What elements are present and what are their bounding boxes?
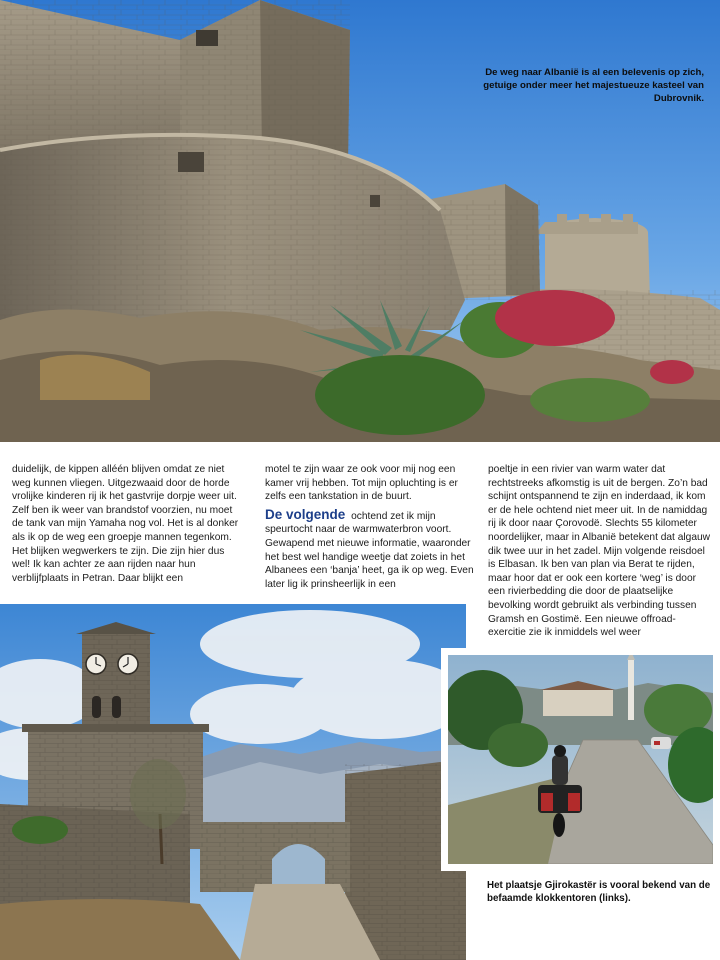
motorbike-illustration xyxy=(448,655,713,864)
motorbike-road-photo xyxy=(441,648,720,871)
clock-tower-illustration xyxy=(0,604,466,960)
text-column-1 xyxy=(12,463,242,585)
bike-photo-caption: Het plaatsje Gjirokastër is vooral bekend van de befaamde klokkentoren (links). xyxy=(487,880,711,904)
section-lead-in: De volgende xyxy=(265,506,346,522)
paragraph: poeltje in een rivier van warm water dat rechtstreeks afkomstig is uit de bergen. Zo’n bad schijnt ontspannend te zijn en inderdaad, ik kom er de hele ochtend niet meer uit. In de namiddag rij ik door naar Çorovodë. Slechts 55 kilometer noordelijker, maar in Albanië betekent dat algauw dik twee uur in het zadel. Mijn volgende reisdoel is Elbasan. Ik ben van plan via Berat te rijden, maar hoor dat er ook een kortere ‘weg’ is door een rivierbedding die door de plaatselijke bevolking wordt gebruikt als verbinding tussen Gramsh en Gostimë. Een nieuwe offroad-exercitie zie ik inmiddels wel weer xyxy=(488,464,711,639)
dubrovnik-fortress-photo xyxy=(0,0,720,442)
text-column-3 xyxy=(488,463,713,640)
paragraph: duidelijk, de kippen alléén blijven omdat ze niet weg kunnen vliegen. Uitgezwaaid door de horde vrolijke kinderen rij ik het gastvrije dorpje weer uit. Zelf ben ik weer van brandstof voorzien, nu moet de tank van mijn Yamaha nog vol. Het is al donker als ik op de weg een groepje mannen tegenkom. Het blijken wegwerkers te zijn. Die zijn hier dus wel! Ik kan achter ze aan rijden naar hun verblijfplaats in Petran. Daar blijkt een xyxy=(12,464,239,584)
gjirokaster-clock-tower-photo xyxy=(0,604,466,960)
top-photo-caption: De weg naar Albanië is al een belevenis op zich, getuige onder meer het majestueuze kasteel van Dubrovnik. xyxy=(483,67,704,104)
text-column-2 xyxy=(265,463,475,591)
paragraph-text: ochtend zet ik mijn speurtocht naar de warmwaterbron voort. Gewapend met nieuwe informatie, waaronder het best wel handige weetje dat zoiets in het Albanees een ‘banja’ heet, ga ik op weg. Even later lig ik prinsheerlijk in een xyxy=(265,510,474,590)
paragraph: motel te zijn waar ze ook voor mij nog een kamer vrij hebben. Tot mijn opluchting is er zelfs een tankstation in de buurt. xyxy=(265,464,458,503)
paragraph xyxy=(265,508,475,592)
